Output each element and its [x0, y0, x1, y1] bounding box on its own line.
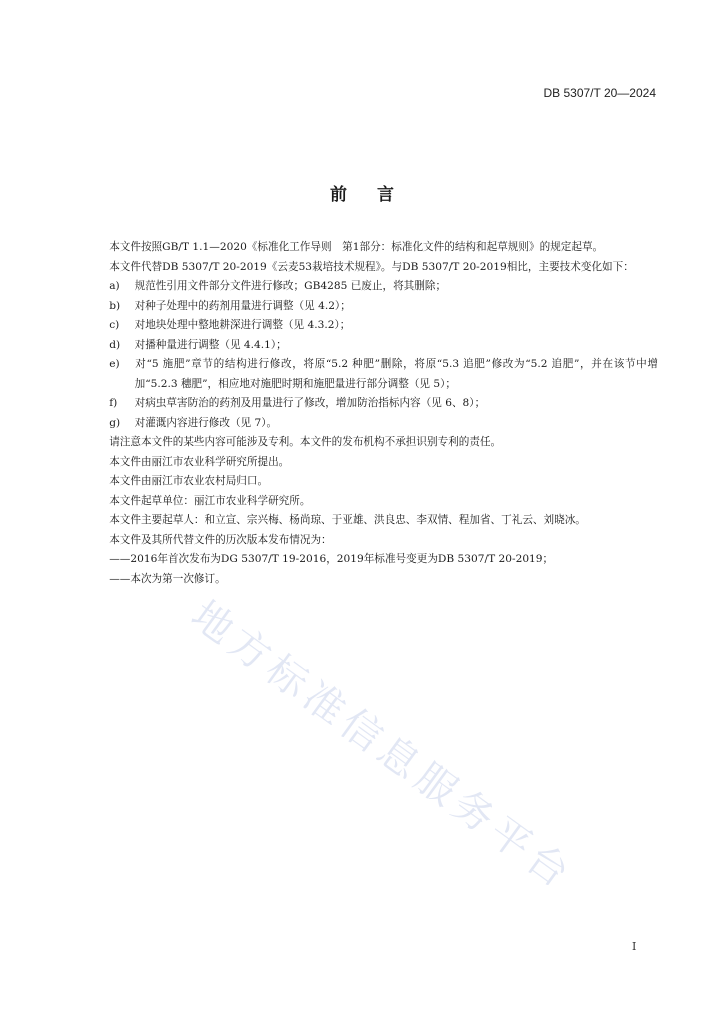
paragraph-drafting-rules: 本文件按照GB/T 1.1—2020《标准化工作导则 第1部分：标准化文件的结构和起草规则》的规定起草。 [109, 241, 604, 253]
list-item: b) 对种子处理中的药剂用量进行调整（见 4.2）； [109, 299, 351, 312]
paragraph-drafters: 本文件主要起草人：和立宣、宗兴梅、杨尚琼、于亚雄、洪良忠、李双情、程加省、丁礼云、刘晓冰。 [109, 514, 586, 526]
list-item: a) 规范性引用文件部分文件进行修改；GB4285 已废止，将其删除； [109, 280, 447, 292]
page-title: 前言 [330, 185, 424, 205]
paragraph-patent-notice: 请注意本文件的某些内容可能涉及专利。本文件的发布机构不承担识别专利的责任。 [109, 436, 502, 448]
paragraph-replacement: 本文件代替DB 5307/T 20-2019《云麦53栽培技术规程》。与DB 5307/T 20-2019相比，主要技术变化如下： [109, 260, 634, 273]
document-body [88, 238, 658, 589]
change-list [88, 277, 658, 433]
paragraph-proposer: 本文件由丽江市农业科学研究所提出。 [109, 455, 290, 468]
watermark-text: 地方标准信息服务平台 [182, 592, 582, 900]
paragraph-history-intro: 本文件及其所代替文件的历次版本发布情况为： [109, 533, 332, 546]
paragraph-drafting-unit: 本文件起草单位：丽江市农业科学研究所。 [109, 494, 311, 507]
paragraph-administrator: 本文件由丽江市农业农村局归口。 [109, 475, 269, 487]
history-item: ——本次为第一次修订。 [109, 572, 226, 585]
list-item: c) 对地块处理中整地耕深进行调整（见 4.3.2）； [109, 319, 351, 331]
page-number: I [632, 940, 637, 953]
history-item: ——2016年首次发布为DG 5307/T 19-2016，2019年标准号变更为DB 5307/T 20-2019； [109, 553, 554, 565]
list-item: g) 对灌溉内容进行修改（见 7）。 [109, 416, 278, 429]
header-standard-code: DB 5307/T 20—2024 [543, 86, 656, 100]
list-item: d) 对播种量进行调整（见 4.4.1）； [109, 338, 287, 351]
list-item: e) 对“5 施肥”章节的结构进行修改，将原“5.2 种肥”删除，将原“5.3 追肥”修改为“5.2 追肥”，并在该节中增加“5.2.3 穗肥”，相应地对施肥时期和施肥量进行部分调整（见 5）； [109, 358, 658, 390]
list-item: f) 对病虫草害防治的药剂及用量进行了修改，增加防治指标内容（见 6、8）； [109, 397, 486, 409]
